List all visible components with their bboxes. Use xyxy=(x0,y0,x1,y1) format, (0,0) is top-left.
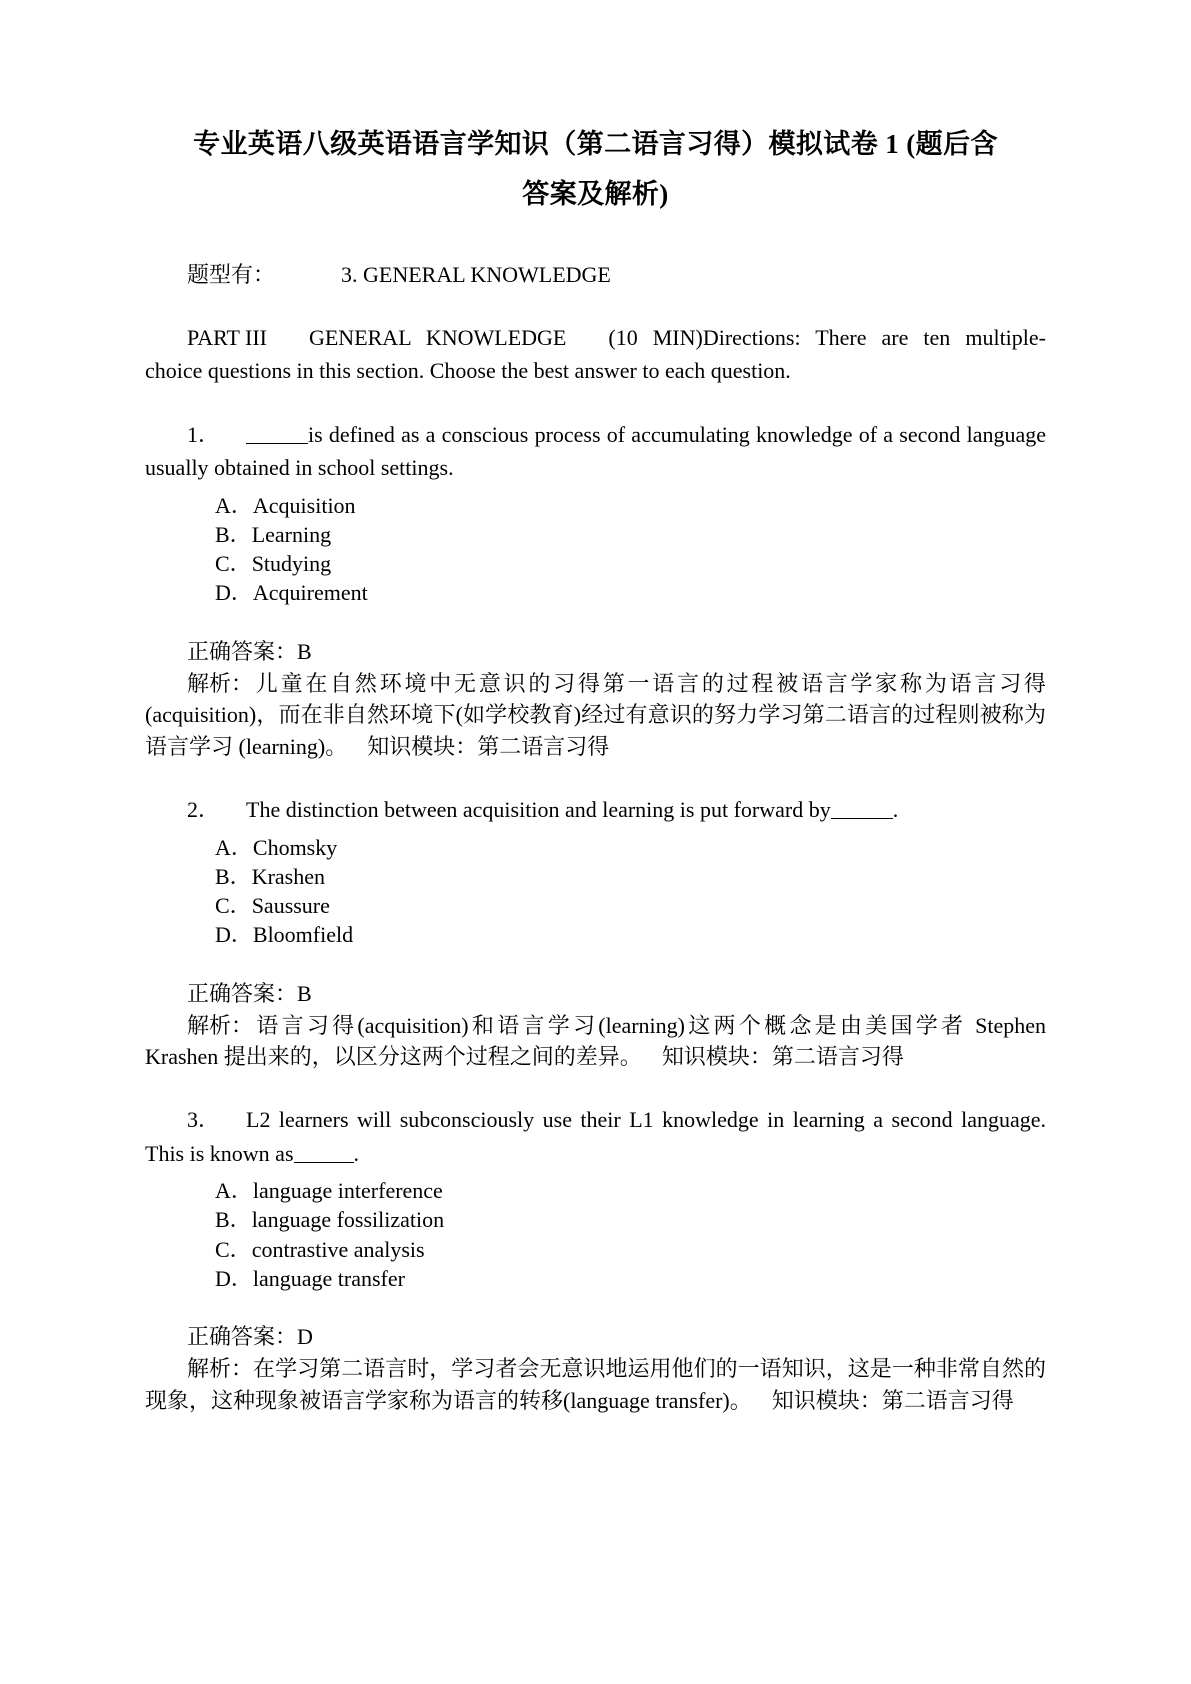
correct-answer-value: B xyxy=(297,980,312,1006)
explanation-label: 解析： xyxy=(187,1356,254,1382)
option-text: language interference xyxy=(252,1178,443,1204)
correct-answer-value: B xyxy=(297,638,312,664)
option-label: A． xyxy=(215,1178,253,1204)
answer-blank xyxy=(294,1162,354,1163)
answer-explanation xyxy=(145,636,1046,764)
question-block xyxy=(145,1103,1046,1417)
list-item[interactable] xyxy=(145,1176,1046,1205)
list-item[interactable] xyxy=(145,920,1046,949)
explanation-line xyxy=(145,1010,1046,1074)
option-label: C． xyxy=(215,551,252,577)
page-title xyxy=(145,120,1046,220)
correct-answer-line xyxy=(145,636,1046,668)
answer-blank xyxy=(246,443,308,444)
module-value: 第二语言习得 xyxy=(477,734,610,760)
option-label: B． xyxy=(215,1207,252,1233)
question-type-label: 题型有： xyxy=(187,261,276,287)
question-number: 2． xyxy=(187,797,221,823)
module-label: 知识模块： xyxy=(771,1387,882,1413)
option-text: language transfer xyxy=(252,1265,405,1291)
question-type-value: 3. GENERAL KNOWLEDGE xyxy=(341,261,611,287)
list-item[interactable] xyxy=(145,1235,1046,1264)
option-list xyxy=(145,1176,1046,1293)
module-value: 第二语言习得 xyxy=(771,1044,904,1070)
option-text: Acquisition xyxy=(252,492,356,518)
option-label: C． xyxy=(215,893,252,919)
option-text: Studying xyxy=(251,551,332,577)
explanation-line xyxy=(145,668,1046,764)
option-label: C． xyxy=(215,1236,252,1262)
option-label: B． xyxy=(215,521,252,547)
correct-answer-line xyxy=(145,1321,1046,1353)
question-stem-after-blank: . xyxy=(353,1140,359,1166)
explanation-text: 语言习得(acquisition)和语言学习(learning)这两个概念是由美国学者 Stephen Krashen 提出来的，以区分这两个过程之间的差异。 xyxy=(145,1012,1046,1070)
page-title-line-1: 专业英语八级英语语言学知识（第二语言习得）模拟试卷 1 (题后含 xyxy=(193,129,998,159)
directions-paragraph xyxy=(145,321,1046,388)
question-type-row xyxy=(145,258,1046,289)
question-number: 3． xyxy=(187,1107,221,1133)
option-text: Bloomfield xyxy=(252,922,354,948)
option-label: D． xyxy=(215,922,253,948)
correct-answer-label: 正确答案： xyxy=(187,980,298,1006)
option-label: B． xyxy=(215,863,252,889)
list-item[interactable] xyxy=(145,1264,1046,1293)
page-title-line-2: 答案及解析) xyxy=(522,178,669,209)
section-label: GENERAL KNOWLEDGE xyxy=(308,324,567,350)
answer-explanation xyxy=(145,1321,1046,1417)
correct-answer-value: D xyxy=(297,1324,313,1350)
question-stem-after-blank: . xyxy=(892,797,899,823)
option-label: A． xyxy=(215,834,253,860)
answer-explanation xyxy=(145,978,1046,1074)
explanation-text: 在学习第二语言时，学习者会无意识地运用他们的一语知识，这是一种非常自然的现象，这种现象被语言学家称为语言的转移(language transfer)。 xyxy=(145,1356,1046,1413)
correct-answer-line xyxy=(145,978,1046,1010)
question-stem-before-blank: L2 learners will subconsciously use their L1 knowledge in learning a second language. This is known as xyxy=(145,1107,1046,1166)
option-label: D． xyxy=(215,1265,253,1291)
part-label: PART III xyxy=(187,324,267,350)
list-item[interactable] xyxy=(145,833,1046,862)
explanation-line xyxy=(145,1353,1046,1417)
question-stem xyxy=(145,1103,1046,1170)
list-item[interactable] xyxy=(145,520,1046,549)
directions-text: (10 MIN)Directions: There are ten multiple-choice questions in this section. Choose the best answer to each question. xyxy=(145,324,1046,384)
correct-answer-label: 正确答案： xyxy=(187,1324,298,1350)
option-list xyxy=(145,833,1046,950)
module-label: 知识模块： xyxy=(661,1044,772,1070)
explanation-text: 儿童在自然环境中无意识的习得第一语言的过程被语言学家称为语言习得(acquisition)，而在非自然环境下(如学校教育)经过有意识的努力学习第二语言的过程则被称为语言学习 (learning)。 xyxy=(145,670,1046,760)
question-stem-after-blank: is defined as a conscious process of accumulating knowledge of a second language usually obtained in school settings. xyxy=(145,421,1046,481)
question-number: 1． xyxy=(187,421,221,447)
option-text: Saussure xyxy=(251,893,330,919)
question-stem-before-blank: The distinction between acquisition and learning is put forward by xyxy=(246,797,831,823)
question-stem xyxy=(145,793,1046,826)
list-item[interactable] xyxy=(145,862,1046,891)
list-item[interactable] xyxy=(145,491,1046,520)
list-item[interactable] xyxy=(145,549,1046,578)
list-item[interactable] xyxy=(145,1205,1046,1234)
list-item[interactable] xyxy=(145,891,1046,920)
option-list xyxy=(145,491,1046,608)
question-block xyxy=(145,793,1046,1073)
option-text: Krashen xyxy=(251,863,325,889)
list-item[interactable] xyxy=(145,578,1046,607)
explanation-label: 解析： xyxy=(187,670,254,696)
option-text: Learning xyxy=(251,521,332,547)
option-label: D． xyxy=(215,580,253,606)
explanation-label: 解析： xyxy=(187,1012,254,1038)
module-value: 第二语言习得 xyxy=(881,1387,1014,1413)
module-label: 知识模块： xyxy=(367,734,478,760)
option-label: A． xyxy=(215,492,253,518)
option-text: Chomsky xyxy=(252,834,338,860)
correct-answer-label: 正确答案： xyxy=(187,638,298,664)
question-stem xyxy=(145,418,1046,485)
option-text: Acquirement xyxy=(252,580,368,606)
answer-blank xyxy=(831,818,893,819)
option-text: contrastive analysis xyxy=(251,1236,425,1262)
question-block xyxy=(145,418,1046,763)
option-text: language fossilization xyxy=(251,1207,445,1233)
